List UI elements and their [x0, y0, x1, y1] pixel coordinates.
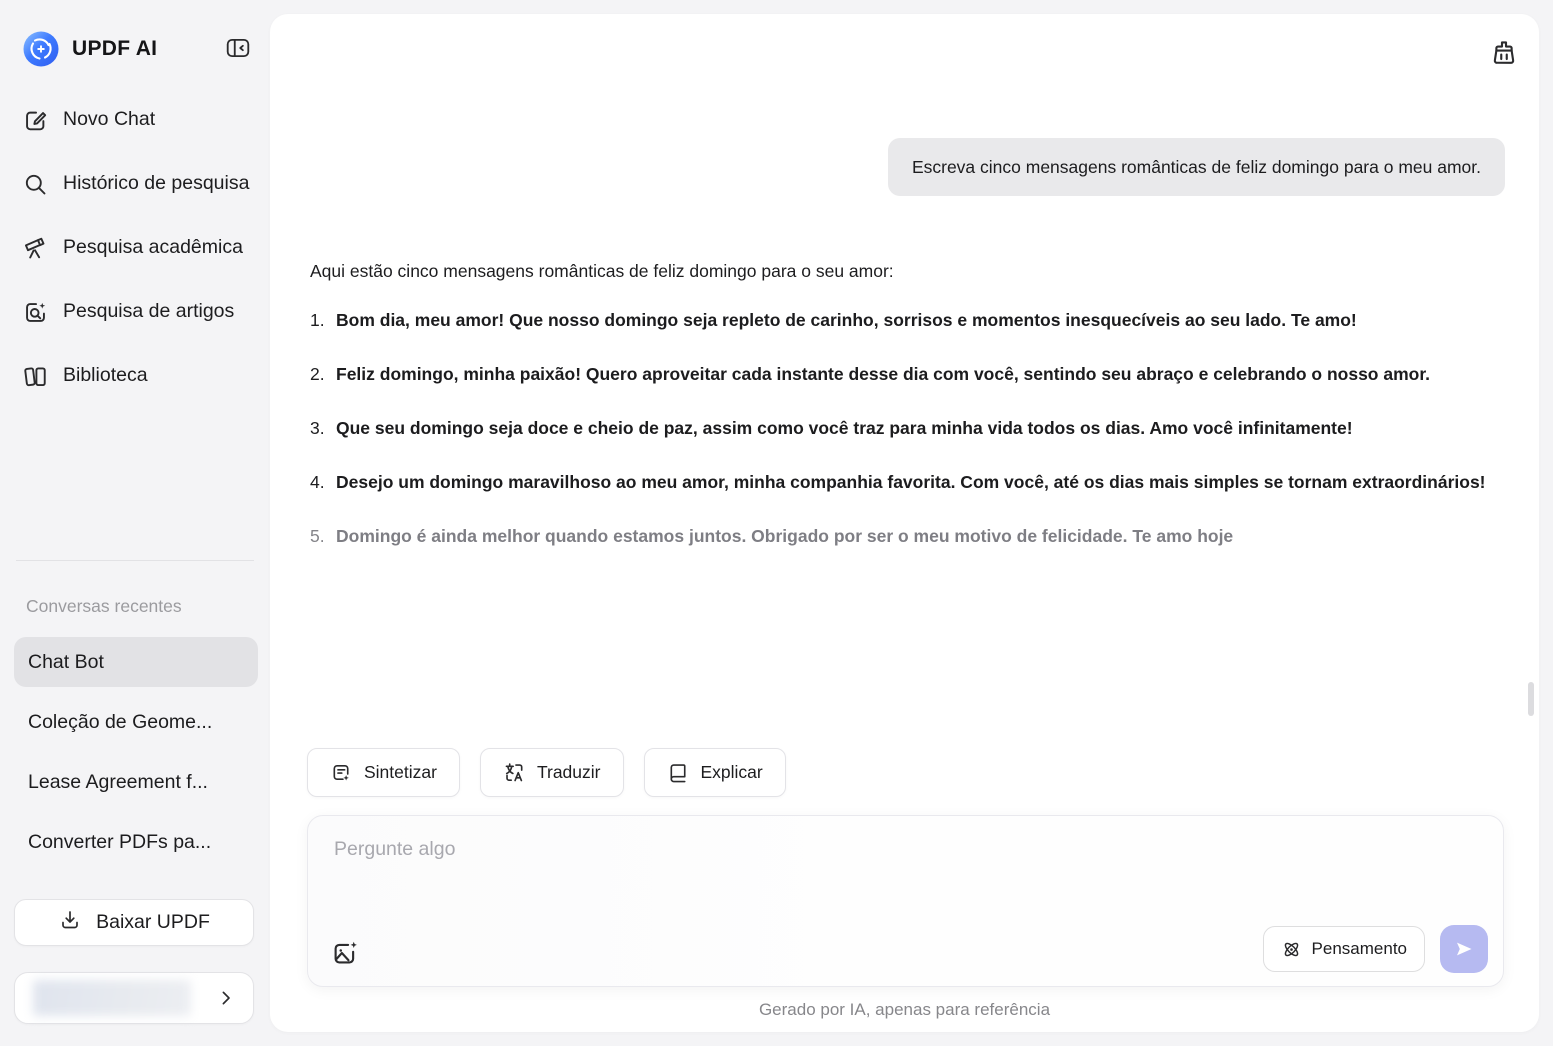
list-text: Que seu domingo seja doce e cheio de paz, assim como você traz para minha vida todos os dias. Amo você infinitamente!	[336, 418, 1353, 438]
ai-list-item	[310, 515, 1505, 557]
list-text: Feliz domingo, minha paixão! Quero aproveitar cada instante desse dia com você, sentindo seu abraço e celebrando o nosso amor.	[336, 364, 1431, 384]
updf-logo-icon	[22, 30, 60, 68]
academic-search-icon	[22, 235, 49, 262]
chat-history-item[interactable]: Coleção de Geome...	[28, 710, 213, 733]
sidebar-item-pesquisa-artigos[interactable]	[22, 298, 260, 326]
explain-button[interactable]	[644, 748, 786, 797]
download-updf-label: Baixar UPDF	[96, 911, 210, 933]
sidebar-item-label: Pesquisa acadêmica	[63, 236, 243, 258]
sidebar-item-pesquisa-academica[interactable]	[22, 234, 260, 262]
thinking-mode-label: Pensamento	[1311, 939, 1407, 958]
translate-label: Traduzir	[536, 762, 601, 782]
list-number: 2.	[310, 364, 325, 384]
translate-button[interactable]	[480, 748, 624, 797]
sidebar-nav	[0, 106, 270, 390]
recent-conversations-label: Conversas recentes	[26, 596, 182, 616]
sidebar-item-label: Novo Chat	[63, 108, 156, 130]
ai-response-intro: Aqui estão cinco mensagens românticas de feliz domingo para o seu amor:	[310, 261, 894, 281]
ai-disclaimer: Gerado por IA, apenas para referência	[758, 1000, 1051, 1019]
search-history-icon	[22, 171, 49, 198]
sidebar-divider	[16, 560, 254, 561]
library-icon	[22, 363, 49, 390]
list-text: Desejo um domingo maravilhoso ao meu amor, minha companhia favorita. Com você, até os dias mais simples se tornam extraordinários!	[336, 472, 1486, 492]
explain-label: Explicar	[700, 762, 763, 782]
ai-list-item	[310, 461, 1505, 503]
ai-list-item	[310, 353, 1505, 395]
new-chat-icon	[22, 107, 49, 134]
account-name-redacted	[33, 980, 191, 1016]
summarize-button[interactable]	[307, 748, 460, 797]
app-title: UPDF AI	[72, 37, 158, 60]
list-text: Domingo é ainda melhor quando estamos juntos. Obrigado por ser o meu motivo de felicidade. Te amo hoje	[336, 526, 1234, 546]
summarize-icon	[330, 761, 353, 784]
sidebar-collapse-button[interactable]	[222, 35, 254, 63]
download-icon	[58, 908, 82, 938]
send-button[interactable]	[1440, 925, 1488, 973]
attach-image-button[interactable]	[330, 938, 360, 968]
sidebar-header	[0, 0, 270, 68]
list-number: 4.	[310, 472, 325, 492]
ai-message-list	[310, 299, 1505, 557]
chat-history-item[interactable]: Converter PDFs pa...	[28, 830, 212, 853]
sidebar-item-label: Histórico de pesquisa	[63, 172, 250, 194]
user-message-bubble: Escreva cinco mensagens românticas de feliz domingo para o meu amor.	[888, 138, 1505, 196]
chat-history-item[interactable]: Chat Bot	[14, 637, 258, 687]
ai-list-item	[310, 407, 1505, 449]
atom-icon	[1281, 939, 1302, 960]
chat-input[interactable]	[334, 838, 1477, 916]
sidebar-item-novo-chat[interactable]	[22, 106, 260, 134]
account-button[interactable]	[14, 972, 254, 1024]
sidebar-item-historico-pesquisa[interactable]	[22, 170, 260, 198]
list-number: 5.	[310, 526, 325, 546]
quick-actions	[307, 748, 786, 797]
sidebar-item-label: Pesquisa de artigos	[63, 300, 235, 322]
list-text: Bom dia, meu amor! Que nosso domingo seja repleto de carinho, sorrisos e momentos inesquecíveis ao seu lado. Te amo!	[336, 310, 1357, 330]
chevron-right-icon	[217, 989, 235, 1007]
summarize-label: Sintetizar	[364, 762, 437, 782]
user-message-row	[310, 138, 1505, 196]
composer	[307, 815, 1504, 987]
download-updf-button[interactable]	[14, 899, 254, 946]
explain-icon	[667, 761, 690, 784]
recent-conversations	[14, 596, 258, 877]
chat-history-item[interactable]: Lease Agreement f...	[28, 770, 208, 793]
sidebar-item-label: Biblioteca	[63, 364, 148, 386]
list-number: 1.	[310, 310, 325, 330]
message-list	[270, 14, 1539, 726]
ai-list-item	[310, 299, 1505, 341]
scrollbar-thumb[interactable]	[1528, 682, 1534, 716]
translate-icon	[503, 761, 526, 784]
sidebar-item-biblioteca[interactable]	[22, 362, 260, 390]
sidebar	[0, 0, 270, 1046]
thinking-mode-button[interactable]	[1263, 926, 1425, 972]
list-number: 3.	[310, 418, 325, 438]
chat-panel	[270, 14, 1539, 1032]
article-search-icon	[22, 299, 49, 326]
ai-response	[310, 258, 1505, 557]
